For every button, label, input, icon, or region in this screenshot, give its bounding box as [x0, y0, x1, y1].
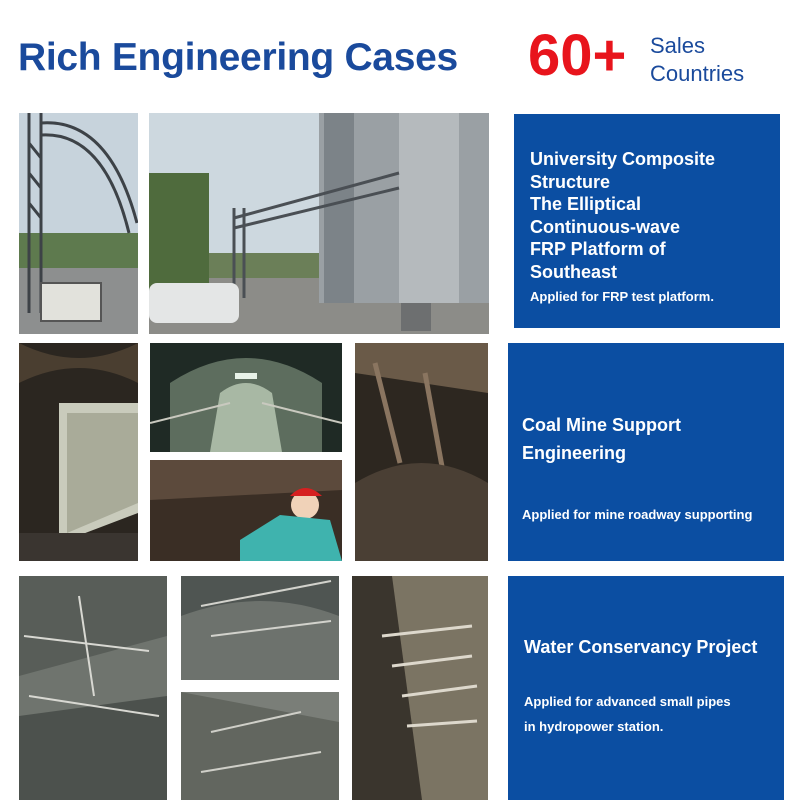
case-title-line: University Composite [530, 149, 716, 169]
case-title-line: Structure [530, 171, 611, 192]
case-panel-water-conservancy [508, 576, 784, 800]
case-title-line: Southeast [530, 261, 618, 282]
case-title-line: Water Conservancy Project [524, 637, 758, 657]
case-title-line: Coal Mine Support [522, 415, 681, 435]
case-description-line: in hydropower station. [524, 718, 664, 734]
case-title [522, 411, 774, 467]
rock-bolts-photo-2 [181, 576, 339, 680]
case-description [530, 289, 770, 304]
rock-bolts-photo-1 [19, 576, 167, 800]
case-title-line: FRP Platform of [530, 239, 666, 259]
case-title [524, 636, 778, 659]
sales-countries-label [650, 32, 744, 88]
case-description-line: Applied for FRP test platform. [530, 289, 714, 304]
page-title: Rich Engineering Cases [18, 36, 458, 79]
case-title-line: Engineering [522, 443, 627, 463]
case-panel-frp-platform [514, 114, 780, 328]
mine-pipe-tunnel-photo [19, 343, 138, 561]
mine-worker-photo [150, 460, 342, 561]
mine-lit-tunnel-photo [150, 343, 342, 452]
case-description [522, 507, 774, 522]
mine-timber-support-photo [355, 343, 488, 561]
case-title-line: Continuous-wave [530, 216, 681, 237]
stat-label-line-1: Sales [650, 33, 706, 58]
case-description-line: Applied for mine roadway supporting [522, 507, 753, 522]
platform-building-photo [149, 113, 489, 334]
case-title-line: The Elliptical [530, 194, 642, 214]
rock-bolts-photo-3 [181, 692, 339, 800]
case-panel-coal-mine [508, 343, 784, 561]
rock-bolts-photo-4 [352, 576, 488, 800]
sales-count: 60+ [528, 23, 627, 88]
case-description-line: Applied for advanced small pipes [524, 693, 731, 709]
platform-frame-photo [19, 113, 138, 334]
stat-label-line-2: Countries [650, 61, 745, 86]
case-description [524, 689, 778, 739]
case-title [530, 148, 770, 283]
